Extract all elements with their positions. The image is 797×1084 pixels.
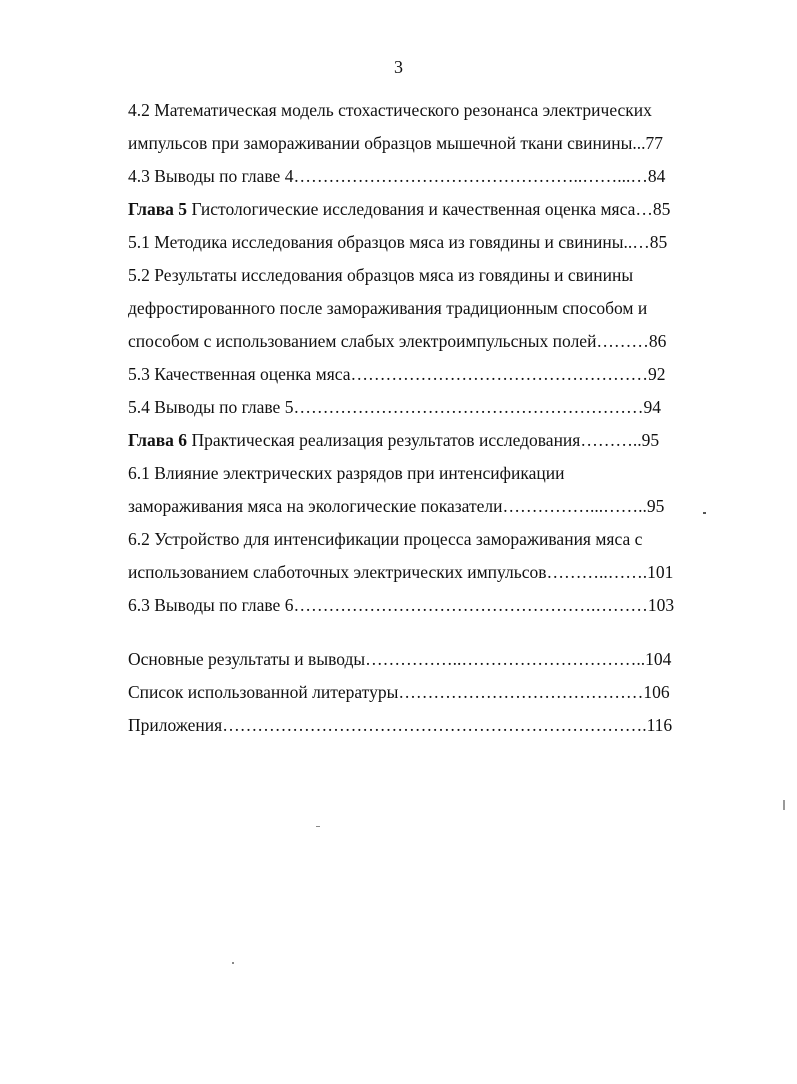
toc-entry	[128, 461, 564, 485]
toc-entry	[128, 131, 663, 155]
scan-speck	[703, 512, 706, 514]
toc-entry-text: 6.2 Устройство для интенсификации процесса замораживания мяса с	[128, 529, 643, 549]
toc-entry-text: дефростированного после замораживания традиционным способом и	[128, 298, 648, 318]
toc-entry-text: Приложения……………………………………………………………….116	[128, 715, 673, 735]
toc-entry-text: 4.3 Выводы по главе 4…………………………………………..……...…84	[128, 166, 666, 186]
toc-entry-text: Практическая реализация результатов исследования………..95	[187, 430, 660, 450]
toc-entry-text: Список использованной литературы……………………………………106	[128, 682, 670, 702]
toc-entry-text: 6.3 Выводы по главе 6…………………………………………….………103	[128, 595, 675, 615]
toc-entry-text: способом с использованием слабых электроимпульсных полей………86	[128, 331, 667, 351]
toc-entry	[128, 395, 661, 419]
scan-speck	[232, 962, 234, 964]
toc-entry	[128, 362, 666, 386]
toc-entry-text: Основные результаты и выводы……………..…………………………..104	[128, 649, 672, 669]
toc-entry	[128, 494, 664, 518]
toc-entry-text: 5.3 Качественная оценка мяса……………………………………………92	[128, 364, 666, 384]
toc-entry	[128, 680, 670, 704]
chapter-label: Глава 5	[128, 199, 188, 219]
toc-entry-text: импульсов при замораживании образцов мышечной ткани свинины...77	[128, 133, 664, 153]
toc-entry	[128, 527, 642, 551]
toc-entry-text: 5.1 Методика исследования образцов мяса из говядины и свинины..…85	[128, 232, 668, 252]
toc-entry-text: использованием слаботочных электрических импульсов………..…….101	[128, 562, 674, 582]
toc-entry-text: замораживания мяса на экологические показатели……………...……..95	[128, 496, 665, 516]
toc-entry	[128, 263, 633, 287]
toc-entry-text: 5.2 Результаты исследования образцов мяса из говядины и свинины	[128, 265, 634, 285]
toc-entry	[128, 230, 667, 254]
toc-entry	[128, 428, 659, 452]
toc-entry-text: Гистологические исследования и качественная оценка мяса…85	[187, 199, 671, 219]
toc-entry	[128, 560, 673, 584]
toc-entry	[128, 329, 666, 353]
toc-entry	[128, 713, 672, 737]
toc-entry	[128, 647, 671, 671]
scan-speck	[783, 800, 785, 810]
toc-entry	[128, 164, 665, 188]
toc-entry-text: 6.1 Влияние электрических разрядов при интенсификации	[128, 463, 565, 483]
page-number: 3	[394, 57, 403, 77]
toc-entry	[128, 593, 674, 617]
scan-speck	[316, 826, 320, 827]
toc-entry	[128, 98, 652, 122]
toc-entry	[128, 197, 670, 221]
chapter-label: Глава 6	[128, 430, 188, 450]
toc-entry-text: 5.4 Выводы по главе 5……………………………………………………94	[128, 397, 661, 417]
toc-entry	[128, 296, 647, 320]
toc-entry-text: 4.2 Математическая модель стохастического резонанса электрических	[128, 100, 652, 120]
